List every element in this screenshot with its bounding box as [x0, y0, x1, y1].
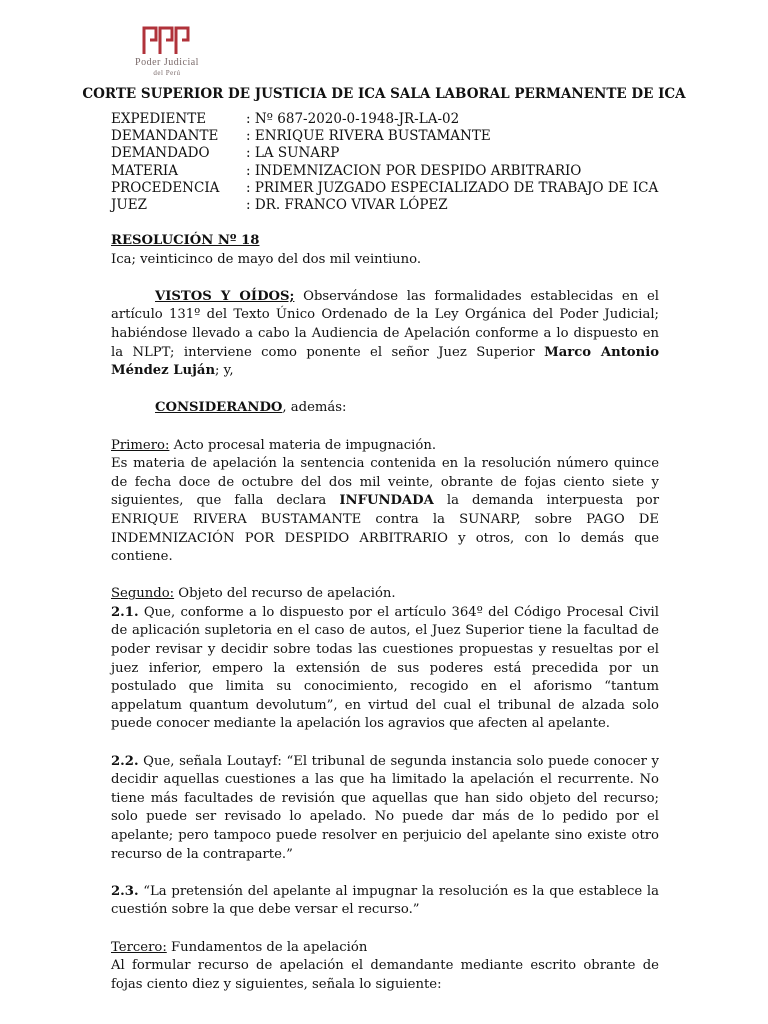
case-info-value: : PRIMER JUZGADO ESPECIALIZADO DE TRABAJO DE ICA [246, 179, 659, 196]
case-info-row [111, 163, 658, 180]
case-info-row [111, 128, 658, 145]
case-info-value: : INDEMNIZACION POR DESPIDO ARBITRARIO [246, 162, 582, 179]
paragraph-2-1-text: Que, conforme a lo dispuesto por el artículo 364º del Código Procesal Civil de aplicación supletoria en el caso de autos, el Juez Superior tiene la facultad de poder revisar y decidir sobre todas las cuestiones propuestas y resueltas por el juez inferior, empero la extensión de sus poderes está precedida por un postulado que limita su conocimiento, recogido en el aforismo “tantum appelatum quantum devolutum”, en virtud del cual el tribunal de alzada solo puede conocer mediante la apelación los agravios que afecten al apelante. [111, 604, 659, 732]
paragraph-2-1-number: 2.1. [111, 604, 139, 620]
document-body [111, 232, 659, 994]
primero-title: Acto procesal materia de impugnación. [169, 437, 437, 453]
case-info-label: DEMANDADO [111, 145, 210, 162]
considerando-text: , además: [282, 400, 347, 416]
resolution-date: Ica; veinticinco de mayo del dos mil veintiuno. [111, 251, 422, 267]
paragraph-2-1 [111, 604, 659, 734]
paragraph-2-3 [111, 883, 659, 920]
segundo-heading: Segundo: [111, 586, 175, 602]
case-info-row [111, 180, 658, 197]
primero-heading: Primero: [111, 437, 170, 453]
vistos-end: ; y, [215, 363, 234, 379]
considerando-heading: CONSIDERANDO [155, 400, 283, 416]
logo-text: Poder Judicial [135, 57, 199, 68]
case-info-label: MATERIA [111, 162, 178, 179]
poder-judicial-emblem-icon [142, 24, 192, 56]
primero-heading-line [111, 437, 659, 456]
resolution-title: RESOLUCIÓN Nº 18 [111, 233, 260, 248]
ponente-judge: Marco Antonio Méndez Luján [111, 344, 659, 379]
case-info-row [111, 197, 658, 214]
tercero-paragraph: Al formular recurso de apelación el demandante mediante escrito obrante de fojas ciento diez y siguientes, señala lo siguiente: [111, 958, 659, 992]
paragraph-2-2 [111, 753, 659, 865]
vistos-text: Observándose las formalidades establecidas en el artículo 131º del Texto Único Ordenado de la Ley Orgánica del Poder Judicial; habiéndose llevado a cabo la Audiencia de Apelación conforme a lo dispuesto en la NLPT; interviene como ponente el señor Juez Superior [111, 288, 659, 360]
court-heading: CORTE SUPERIOR DE JUSTICIA DE ICA SALA LABORAL PERMANENTE DE ICA [82, 86, 686, 102]
tercero-heading-line [111, 939, 659, 958]
case-info-label: DEMANDANTE [111, 128, 219, 145]
case-info-value: : Nº 687-2020-0-1948-JR-LA-02 [246, 111, 460, 127]
logo-subtext: del Perú [153, 69, 181, 77]
vistos-paragraph [111, 288, 659, 381]
segundo-title: Objeto del recurso de apelación. [174, 586, 396, 602]
case-info-row [111, 145, 658, 162]
case-info-value: : LA SUNARP [246, 145, 340, 162]
case-info-value: : ENRIQUE RIVERA BUSTAMANTE [246, 128, 491, 145]
case-info-row [111, 111, 658, 128]
case-info-label: JUEZ [111, 197, 148, 214]
case-info-label: EXPEDIENTE [111, 111, 207, 127]
case-info [111, 111, 658, 214]
paragraph-2-3-text: “La pretensión del apelante al impugnar la resolución es la que establece la cuestión sobre la que debe versar el recurso.” [111, 883, 659, 918]
vistos-heading: VISTOS Y OÍDOS; [155, 288, 295, 304]
case-info-value: : DR. FRANCO VIVAR LÓPEZ [246, 197, 448, 214]
segundo-heading-line [111, 585, 659, 604]
primero-text: Es materia de apelación la sentencia contenida en la resolución número quince de fecha doce de octubre del dos mil veinte, obrante de fojas ciento siete y siguientes, que falla declara [111, 456, 659, 509]
primero-bold: INFUNDADA [339, 493, 434, 509]
paragraph-2-2-text: Que, señala Loutayf: “El tribunal de segunda instancia solo puede conocer y decidir aquellas cuestiones a las que ha limitado la apelación el recurrente. No tiene más facultades de revisión que aquellas que han sido objeto del recurso; solo puede ser revisado lo apelado. No puede dar más de lo pedido por el apelante; pero tampoco puede resolver en perjuicio del apelante sino existe otro recurso de la contraparte.” [111, 753, 659, 862]
tercero-heading: Tercero: [111, 939, 167, 955]
resolution-title-line [111, 232, 659, 251]
tercero-title: Fundamentos de la apelación [166, 939, 368, 955]
primero-text-end: la demanda interpuesta por ENRIQUE RIVERA BUSTAMANTE contra la SUNARP, sobre PAGO DE INDEMNIZACIÓN POR DESPIDO ARBITRARIO y otros, con lo demás que contiene. [111, 493, 659, 565]
primero-paragraph [111, 455, 659, 567]
paragraph-2-2-number: 2.2. [111, 753, 139, 769]
poder-judicial-logo [112, 24, 222, 76]
case-info-label: PROCEDENCIA [111, 179, 220, 196]
paragraph-2-3-number: 2.3. [111, 883, 139, 899]
considerando-paragraph [111, 399, 659, 418]
